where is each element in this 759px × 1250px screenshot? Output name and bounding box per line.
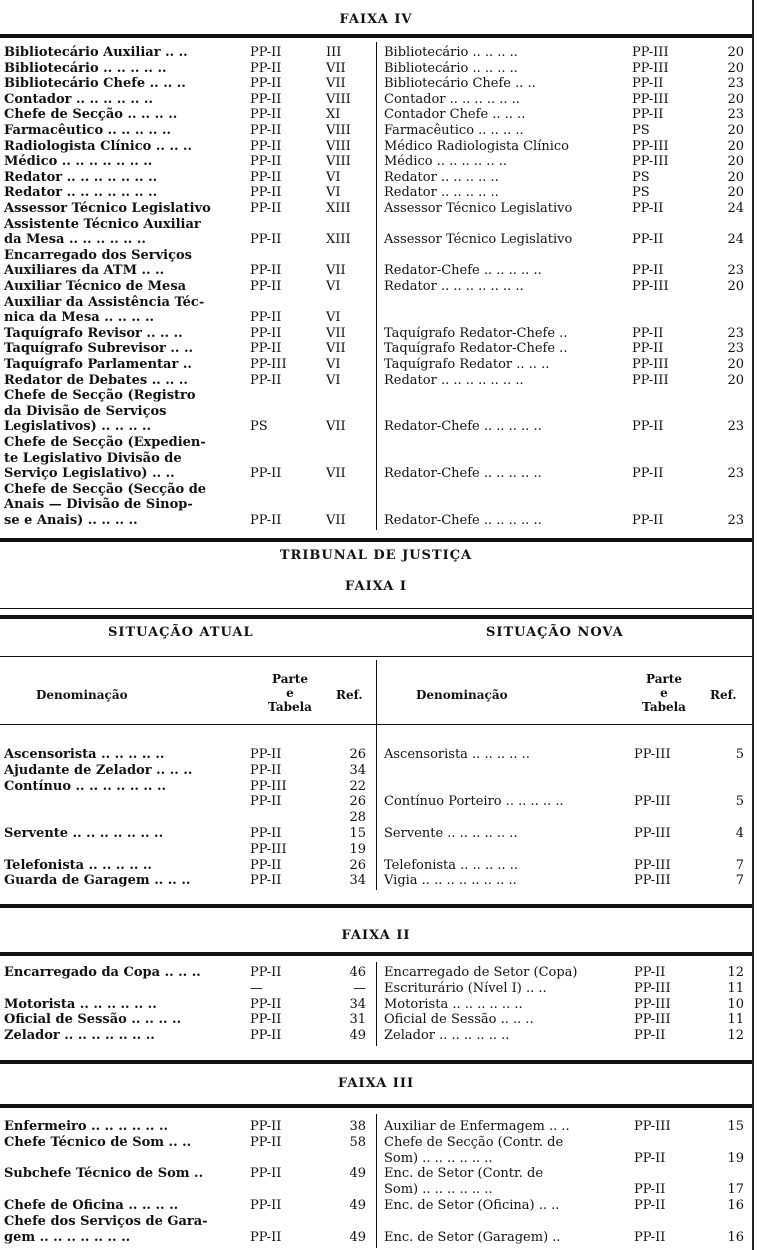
left-denominacao: Ajudante de Zelador .. .. .. <box>4 762 193 778</box>
left-denominacao: Redator de Debates .. .. .. <box>4 372 188 388</box>
left-tabela: — <box>250 980 263 996</box>
right-denominacao: Bibliotecário Chefe .. .. <box>384 76 536 92</box>
right-denominacao: Bibliotecário .. .. .. .. <box>384 60 518 76</box>
left-ref: VII <box>326 419 346 435</box>
right-denominacao: Redator-Chefe .. .. .. .. .. <box>384 263 542 279</box>
left-ref: 34 <box>349 996 366 1012</box>
right-denominacao: Redator .. .. .. .. .. .. .. <box>384 279 524 294</box>
left-denominacao: Telefonista .. .. .. .. .. <box>4 857 152 873</box>
left-denominacao: da Mesa .. .. .. .. .. .. <box>4 232 146 248</box>
left-denominacao: Chefe de Secção (Secção de <box>4 481 207 497</box>
left-denominacao: Guarda de Garagem .. .. .. <box>4 873 191 889</box>
right-denominacao: Taquígrafo Redator .. .. .. <box>384 357 550 372</box>
left-ref: 15 <box>349 826 366 841</box>
situacao-atual-label: SITUAÇÃO ATUAL <box>108 625 254 640</box>
right-denominacao: Bibliotecário .. .. .. .. <box>384 45 518 60</box>
left-ref: XIII <box>326 232 351 248</box>
left-denominacao: Subchefe Técnico de Som .. <box>4 1166 204 1182</box>
right-ref: 20 <box>727 91 744 107</box>
right-ref: 5 <box>735 794 744 810</box>
left-ref: VII <box>326 466 346 482</box>
left-tabela: PP-II <box>250 794 282 810</box>
right-ref: 24 <box>727 201 744 216</box>
left-tabela: PP-II <box>250 857 282 873</box>
right-tabela: PP-III <box>634 826 671 841</box>
left-tabela: PP-II <box>250 138 282 154</box>
right-ref: 23 <box>727 107 744 123</box>
left-tabela: PP-II <box>250 169 282 185</box>
right-tabela: PP-III <box>632 138 669 154</box>
left-denominacao: Chefe dos Serviços de Gara- <box>4 1213 208 1229</box>
left-tabela: PP-II <box>250 76 282 92</box>
right-denominacao: Redator .. .. .. .. .. .. .. <box>384 372 524 388</box>
left-tabela: PP-II <box>250 60 282 76</box>
left-denominacao: Chefe Técnico de Som .. .. <box>4 1134 192 1150</box>
left-denominacao: Assistente Técnico Auxiliar <box>4 216 201 232</box>
left-denominacao: nica da Mesa .. .. .. .. <box>4 310 155 326</box>
left-denominacao: Radiologista Clínico .. .. .. <box>4 138 193 154</box>
left-tabela: PP-II <box>250 91 282 107</box>
right-ref: 20 <box>727 154 744 170</box>
right-ref: 23 <box>727 325 744 341</box>
right-tabela: PP-II <box>632 232 664 248</box>
left-tabela: PP-II <box>250 826 282 841</box>
col-e-label: e <box>660 686 668 700</box>
left-ref: 34 <box>349 873 366 889</box>
right-tabela: PP-III <box>632 357 669 372</box>
left-tabela: PP-II <box>250 1198 282 1213</box>
right-tabela: PP-III <box>632 279 669 294</box>
right-tabela: PP-III <box>632 154 669 170</box>
left-ref: XIII <box>326 201 351 216</box>
left-ref: VII <box>326 325 346 341</box>
right-denominacao: Redator-Chefe .. .. .. .. .. <box>384 466 542 482</box>
left-ref: VI <box>326 310 341 326</box>
right-denominacao: Farmacêutico .. .. .. .. <box>384 123 524 138</box>
left-tabela: PP-II <box>250 341 282 357</box>
left-ref: VI <box>326 169 341 185</box>
right-tabela: PP-III <box>634 1119 671 1134</box>
left-ref: 49 <box>349 1198 366 1213</box>
left-denominacao: Chefe de Secção .. .. .. .. <box>4 107 178 123</box>
faixa-iv-title: FAIXA IV <box>339 12 413 27</box>
left-denominacao: Auxiliar Técnico de Mesa <box>4 279 187 294</box>
right-ref: 16 <box>727 1229 744 1245</box>
right-ref: 16 <box>727 1198 744 1213</box>
right-ref: 5 <box>735 747 744 762</box>
left-tabela: PP-III <box>250 357 287 372</box>
right-denominacao: Enc. de Setor (Oficina) .. .. <box>384 1198 560 1213</box>
left-denominacao: Legislativos) .. .. .. .. <box>4 419 152 435</box>
col-parte-tabela-left <box>262 672 318 714</box>
col-parte-label: Parte <box>646 672 682 686</box>
left-denominacao: da Divisão de Serviços <box>4 403 167 419</box>
right-tabela: PS <box>632 169 650 185</box>
right-denominacao: Escriturário (Nível I) .. .. <box>384 980 547 996</box>
right-tabela: PP-II <box>632 107 664 123</box>
left-ref: 26 <box>349 857 366 873</box>
right-tabela: PP-III <box>634 857 671 873</box>
right-denominacao: Redator .. .. .. .. .. <box>384 185 499 201</box>
left-ref: VI <box>326 372 341 388</box>
left-ref: 26 <box>349 794 366 810</box>
right-tabela: PP-II <box>632 263 664 279</box>
right-tabela: PP-II <box>632 201 664 216</box>
right-tabela: PP-II <box>634 965 666 980</box>
col-e-label: e <box>286 686 294 700</box>
left-ref: — <box>353 980 366 996</box>
left-ref: 26 <box>349 747 366 762</box>
right-ref: 19 <box>727 1150 744 1166</box>
right-tabela: PP-II <box>632 341 664 357</box>
left-denominacao: Auxiliares da ATM .. .. <box>4 263 165 279</box>
right-ref: 20 <box>727 45 744 60</box>
column-separator <box>376 660 377 890</box>
right-denominacao: Vigia .. .. .. .. .. .. .. .. <box>384 873 517 889</box>
right-ref: 11 <box>727 980 744 996</box>
right-tabela: PS <box>632 123 650 138</box>
right-tabela: PP-III <box>634 794 671 810</box>
right-tabela: PP-III <box>632 60 669 76</box>
right-ref: 20 <box>727 123 744 138</box>
right-tabela: PP-II <box>634 1229 666 1245</box>
left-tabela: PP-II <box>250 1119 282 1134</box>
right-tabela: PP-III <box>634 873 671 889</box>
left-ref: VII <box>326 513 346 528</box>
left-denominacao: Chefe de Secção (Expedien- <box>4 435 206 450</box>
header-rule <box>0 656 752 657</box>
right-ref: 11 <box>727 1012 744 1028</box>
left-ref: 28 <box>349 810 366 826</box>
left-denominacao: Encarregado dos Serviços <box>4 247 192 263</box>
right-ref: 23 <box>727 76 744 92</box>
right-denominacao: Encarregado de Setor (Copa) <box>384 965 578 980</box>
right-ref: 23 <box>727 466 744 482</box>
right-denominacao: Chefe de Secção (Contr. de <box>384 1134 564 1150</box>
section-rule <box>0 952 752 956</box>
right-denominacao: Assessor Técnico Legislativo <box>384 232 573 248</box>
left-denominacao: gem .. .. .. .. .. .. .. <box>4 1229 131 1245</box>
right-ref: 12 <box>727 965 744 980</box>
right-ref: 23 <box>727 263 744 279</box>
left-ref: 22 <box>349 778 366 794</box>
right-denominacao: Taquígrafo Redator-Chefe .. <box>384 325 568 341</box>
right-ref: 20 <box>727 279 744 294</box>
right-denominacao: Motorista .. .. .. .. .. .. <box>384 996 523 1012</box>
right-denominacao: Contínuo Porteiro .. .. .. .. .. <box>384 794 564 810</box>
right-ref: 20 <box>727 169 744 185</box>
left-ref: 49 <box>349 1166 366 1182</box>
left-tabela: PP-II <box>250 873 282 889</box>
left-tabela: PP-II <box>250 201 282 216</box>
left-denominacao: Chefe de Secção (Registro <box>4 388 196 404</box>
left-ref: XI <box>326 107 341 123</box>
section-rule <box>0 615 752 619</box>
left-denominacao: Bibliotecário Chefe .. .. .. <box>4 76 186 92</box>
right-denominacao: Contador .. .. .. .. .. .. <box>384 91 520 107</box>
right-tabela: PP-III <box>632 372 669 388</box>
col-tabela-label: Tabela <box>642 700 686 714</box>
left-denominacao: Serviço Legislativo) .. .. <box>4 466 175 482</box>
right-denominacao: Enc. de Setor (Contr. de <box>384 1166 544 1182</box>
left-denominacao: Contador .. .. .. .. .. .. <box>4 91 153 107</box>
left-denominacao: Redator .. .. .. .. .. .. .. <box>4 185 158 201</box>
right-denominacao: Som) .. .. .. .. .. .. <box>384 1150 493 1166</box>
right-denominacao: Som) .. .. .. .. .. .. <box>384 1182 493 1198</box>
situacao-nova-label: SITUAÇÃO NOVA <box>486 625 624 640</box>
left-tabela: PP-II <box>250 965 282 980</box>
left-denominacao: Taquígrafo Subrevisor .. .. <box>4 341 194 357</box>
left-denominacao: Bibliotecário .. .. .. .. .. <box>4 60 167 76</box>
left-denominacao: Ascensorista .. .. .. .. .. <box>4 747 165 762</box>
left-denominacao: Assessor Técnico Legislativo <box>4 201 211 216</box>
left-ref: VII <box>326 263 346 279</box>
left-denominacao: Bibliotecário Auxiliar .. .. <box>4 45 188 60</box>
right-ref: 20 <box>727 60 744 76</box>
right-denominacao: Auxiliar de Enfermagem .. .. <box>384 1119 570 1134</box>
left-tabela: PP-II <box>250 1012 282 1028</box>
column-separator <box>376 962 377 1046</box>
left-denominacao: Redator .. .. .. .. .. .. .. <box>4 169 158 185</box>
left-ref: 58 <box>349 1134 366 1150</box>
left-ref: VIII <box>326 123 351 138</box>
right-tabela: PP-II <box>632 513 664 528</box>
right-denominacao: Ascensorista .. .. .. .. .. <box>384 747 530 762</box>
right-denominacao: Telefonista .. .. .. .. .. <box>384 857 519 873</box>
right-denominacao: Zelador .. .. .. .. .. .. <box>384 1028 510 1044</box>
right-tabela: PP-III <box>632 91 669 107</box>
left-ref: 31 <box>349 1012 366 1028</box>
col-parte-label: Parte <box>272 672 308 686</box>
left-ref: 34 <box>349 762 366 778</box>
left-denominacao: Farmacêutico .. .. .. .. .. <box>4 123 172 138</box>
right-denominacao: Médico .. .. .. .. .. .. <box>384 154 507 170</box>
right-ref: 23 <box>727 513 744 528</box>
left-tabela: PP-II <box>250 45 282 60</box>
right-tabela: PP-II <box>632 325 664 341</box>
left-tabela: PP-II <box>250 154 282 170</box>
right-denominacao: Médico Radiologista Clínico <box>384 138 570 154</box>
left-tabela: PP-II <box>250 1229 282 1245</box>
right-tabela: PS <box>632 185 650 201</box>
left-ref: VIII <box>326 154 351 170</box>
col-denominacao-right: Denominação <box>416 688 508 702</box>
right-tabela: PP-III <box>634 996 671 1012</box>
section-rule <box>0 904 752 908</box>
section-rule <box>0 608 752 609</box>
left-tabela: PP-II <box>250 310 282 326</box>
left-denominacao: Motorista .. .. .. .. .. .. <box>4 996 157 1012</box>
right-ref: 7 <box>735 873 744 889</box>
right-denominacao: Assessor Técnico Legislativo <box>384 201 573 216</box>
col-parte-tabela-right <box>636 672 692 714</box>
right-ref: 12 <box>727 1028 744 1044</box>
left-ref: 49 <box>349 1028 366 1044</box>
left-tabela: PP-II <box>250 1134 282 1150</box>
right-tabela: PP-III <box>632 45 669 60</box>
left-tabela: PP-II <box>250 372 282 388</box>
left-denominacao: se e Anais) .. .. .. .. <box>4 513 138 528</box>
faixa-iii-title: FAIXA III <box>337 1076 415 1091</box>
tribunal-title: TRIBUNAL DE JUSTIÇA <box>279 548 473 563</box>
left-ref: 49 <box>349 1229 366 1245</box>
right-tabela: PP-III <box>634 1012 671 1028</box>
left-denominacao: Anais — Divisão de Sinop- <box>4 497 193 513</box>
left-tabela: PP-II <box>250 513 282 528</box>
left-denominacao: Contínuo .. .. .. .. .. .. .. <box>4 778 167 794</box>
right-denominacao: Servente .. .. .. .. .. .. <box>384 826 518 841</box>
right-tabela: PP-II <box>634 1198 666 1213</box>
right-denominacao: Redator-Chefe .. .. .. .. .. <box>384 513 542 528</box>
right-ref: 7 <box>735 857 744 873</box>
left-tabela: PS <box>250 419 268 435</box>
left-denominacao: Encarregado da Copa .. .. .. <box>4 965 201 980</box>
right-denominacao: Enc. de Setor (Garagem) .. <box>384 1229 561 1245</box>
left-denominacao: Chefe de Oficina .. .. .. .. <box>4 1198 179 1213</box>
right-tabela: PP-III <box>634 980 671 996</box>
left-tabela: PP-II <box>250 996 282 1012</box>
left-denominacao: Servente .. .. .. .. .. .. .. <box>4 826 164 841</box>
left-tabela: PP-II <box>250 1166 282 1182</box>
section-rule <box>0 1060 752 1064</box>
left-ref: VII <box>326 60 346 76</box>
left-tabela: PP-II <box>250 762 282 778</box>
right-tabela: PP-II <box>634 1150 666 1166</box>
section-rule <box>0 34 752 38</box>
right-ref: 4 <box>735 826 744 841</box>
right-tabela: PP-III <box>634 747 671 762</box>
left-ref: VI <box>326 185 341 201</box>
column-separator <box>376 42 377 530</box>
left-denominacao: te Legislativo Divisão de <box>4 450 182 466</box>
left-tabela: PP-II <box>250 747 282 762</box>
left-tabela: PP-II <box>250 232 282 248</box>
col-ref-right: Ref. <box>710 688 737 702</box>
right-denominacao: Redator .. .. .. .. .. <box>384 169 499 185</box>
left-ref: VI <box>326 357 341 372</box>
left-ref: III <box>326 45 342 60</box>
left-denominacao: Zelador .. .. .. .. .. .. .. <box>4 1028 155 1044</box>
left-tabela: PP-II <box>250 123 282 138</box>
right-tabela: PP-II <box>632 466 664 482</box>
right-ref: 24 <box>727 232 744 248</box>
left-tabela: PP-II <box>250 107 282 123</box>
left-tabela: PP-II <box>250 263 282 279</box>
column-separator <box>376 1114 377 1248</box>
right-tabela: PP-II <box>632 419 664 435</box>
left-tabela: PP-II <box>250 325 282 341</box>
faixa-ii-title: FAIXA II <box>341 928 411 943</box>
left-tabela: PP-II <box>250 185 282 201</box>
right-denominacao: Contador Chefe .. .. .. <box>384 107 526 123</box>
right-ref: 23 <box>727 419 744 435</box>
right-denominacao: Redator-Chefe .. .. .. .. .. <box>384 419 542 435</box>
left-tabela: PP-III <box>250 841 287 857</box>
right-ref: 20 <box>727 138 744 154</box>
left-denominacao: Taquígrafo Parlamentar .. <box>4 357 192 372</box>
left-ref: 19 <box>349 841 366 857</box>
right-ref: 20 <box>727 357 744 372</box>
right-denominacao: Taquígrafo Redator-Chefe .. <box>384 341 568 357</box>
left-ref: VIII <box>326 138 351 154</box>
left-denominacao: Auxiliar da Assistência Téc- <box>4 294 205 310</box>
right-denominacao: Oficial de Sessão .. .. .. <box>384 1012 534 1028</box>
left-ref: VIII <box>326 91 351 107</box>
left-ref: 46 <box>349 965 366 980</box>
left-denominacao: Oficial de Sessão .. .. .. .. <box>4 1012 182 1028</box>
section-rule <box>0 1104 752 1108</box>
left-tabela: PP-II <box>250 1028 282 1044</box>
left-tabela: PP-II <box>250 466 282 482</box>
left-ref: VII <box>326 76 346 92</box>
faixa-i-title: FAIXA I <box>345 579 407 594</box>
left-denominacao: Médico .. .. .. .. .. .. .. <box>4 154 153 170</box>
left-tabela: PP-III <box>250 778 287 794</box>
col-denominacao-left: Denominação <box>36 688 128 702</box>
right-ref: 23 <box>727 341 744 357</box>
right-ref: 15 <box>727 1119 744 1134</box>
col-ref-left: Ref. <box>336 688 363 702</box>
left-ref: VI <box>326 279 341 294</box>
right-tabela: PP-II <box>634 1182 666 1198</box>
right-ref: 10 <box>727 996 744 1012</box>
left-ref: 38 <box>349 1119 366 1134</box>
right-ref: 20 <box>727 372 744 388</box>
right-ref: 20 <box>727 185 744 201</box>
left-tabela: PP-II <box>250 279 282 294</box>
section-rule <box>0 538 752 542</box>
left-denominacao: Enfermeiro .. .. .. .. .. .. <box>4 1119 169 1134</box>
left-denominacao: Taquígrafo Revisor .. .. .. <box>4 325 183 341</box>
right-tabela: PP-II <box>634 1028 666 1044</box>
right-tabela: PP-II <box>632 76 664 92</box>
right-ref: 17 <box>727 1182 744 1198</box>
col-tabela-label: Tabela <box>268 700 312 714</box>
left-ref: VII <box>326 341 346 357</box>
